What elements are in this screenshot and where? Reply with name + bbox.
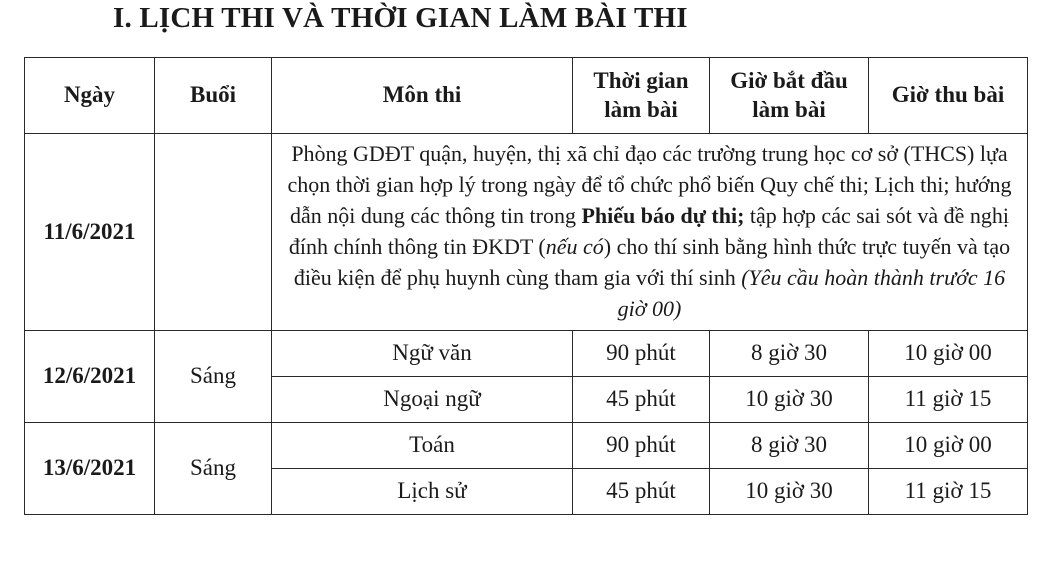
subject-cell: Ngữ văn (272, 331, 573, 377)
date-cell: 11/6/2021 (25, 134, 155, 331)
duration-cell: 90 phút (573, 423, 710, 469)
header-start-line1: Giờ bắt đầu (730, 68, 848, 94)
start-time-cell: 10 giờ 30 (710, 469, 869, 515)
session-cell: Sáng (155, 331, 272, 423)
table-row-note (25, 134, 1028, 331)
header-start-time (710, 58, 869, 134)
duration-cell: 90 phút (573, 331, 710, 377)
header-collect-time: Giờ thu bài (869, 58, 1028, 134)
header-duration-line1: Thời gian (593, 68, 689, 94)
section-title: I. LỊCH THI VÀ THỜI GIAN LÀM BÀI THI (113, 2, 688, 34)
date-cell: 13/6/2021 (25, 423, 155, 515)
start-time-cell: 10 giờ 30 (710, 377, 869, 423)
note-italic-if-any: nếu có (545, 234, 604, 259)
table-row (25, 423, 1028, 469)
note-bold-text: Phiếu báo dự thi; (581, 203, 745, 228)
header-subject: Môn thi (272, 58, 573, 134)
exam-schedule-table (24, 57, 1028, 515)
session-cell-empty (155, 134, 272, 331)
collect-time-cell: 10 giờ 00 (869, 423, 1028, 469)
header-date: Ngày (25, 58, 155, 134)
subject-cell: Toán (272, 423, 573, 469)
table-row (25, 331, 1028, 377)
duration-cell: 45 phút (573, 377, 710, 423)
instruction-note (272, 134, 1028, 331)
collect-time-cell: 11 giờ 15 (869, 377, 1028, 423)
note-text-part2: tập hợp các sai sót và đề nghị đính chính thông tin ĐKDT ( (288, 203, 1009, 259)
date-cell: 12/6/2021 (25, 331, 155, 423)
note-text-part1: Phòng GDĐT quận, huyện, thị xã chỉ đạo các trường trung học cơ sở (THCS) lựa chọn thời gian hợp lý trong ngày để tổ chức phổ biến Quy chế thi; Lịch thi; hướng dẫn nội dung các thông tin trong (287, 141, 1012, 228)
table-header-row (25, 58, 1028, 134)
subject-cell: Ngoại ngữ (272, 377, 573, 423)
collect-time-cell: 11 giờ 15 (869, 469, 1028, 515)
subject-cell: Lịch sử (272, 469, 573, 515)
header-duration-line2: làm bài (604, 96, 678, 122)
start-time-cell: 8 giờ 30 (710, 423, 869, 469)
header-duration (573, 58, 710, 134)
start-time-cell: 8 giờ 30 (710, 331, 869, 377)
duration-cell: 45 phút (573, 469, 710, 515)
header-start-line2: làm bài (752, 96, 826, 122)
note-italic-deadline: (Yêu cầu hoàn thành trước 16 giờ 00) (617, 265, 1006, 321)
collect-time-cell: 10 giờ 00 (869, 331, 1028, 377)
session-cell: Sáng (155, 423, 272, 515)
note-text-part3: ) cho thí sinh bằng hình thức trực tuyến và tạo điều kiện để phụ huynh cùng tham gia với thí sinh (293, 234, 1011, 290)
header-session: Buổi (155, 58, 272, 134)
